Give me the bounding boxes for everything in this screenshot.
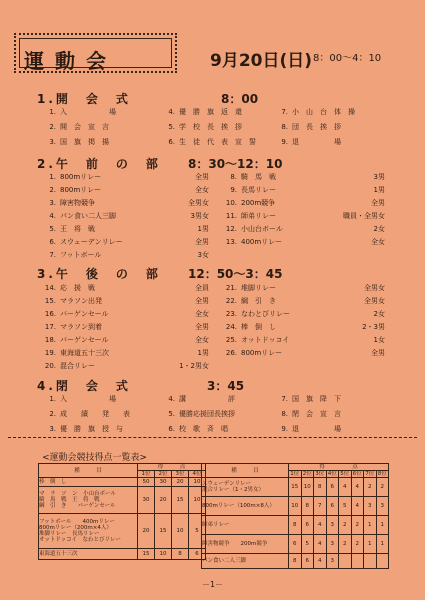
table-rank-header: 4位 bbox=[327, 471, 337, 477]
table-cell-points: 30 bbox=[155, 478, 172, 487]
table-cell-points: 4 bbox=[339, 478, 352, 497]
item-value: 全男 bbox=[371, 199, 385, 207]
list-item bbox=[44, 349, 209, 358]
table-cell-points: 2 bbox=[339, 516, 352, 535]
item-label: バーゲンセール bbox=[60, 336, 109, 344]
item-number: 13. bbox=[225, 238, 237, 246]
item-number: 24. bbox=[225, 323, 237, 331]
item-value: 全女 bbox=[195, 336, 209, 344]
item-number: 7. bbox=[281, 395, 288, 403]
item-label: 優 勝 旗 授 与 bbox=[60, 425, 123, 433]
item-value: 全男女 bbox=[364, 284, 385, 292]
section-opening-time: 8：00 bbox=[221, 92, 259, 106]
list-item bbox=[44, 425, 154, 434]
item-number: 2. bbox=[49, 410, 56, 418]
event-date: 9月20日(日) bbox=[210, 51, 313, 71]
item-number: 9. bbox=[230, 186, 237, 194]
table-cell-points: 4 bbox=[351, 478, 364, 497]
table-rank-header: 2位 bbox=[302, 471, 312, 477]
table-cell-points: 10 bbox=[172, 514, 189, 549]
table-row bbox=[202, 516, 389, 535]
item-value: 1男 bbox=[197, 349, 209, 357]
item-label: 800mリレー bbox=[60, 173, 102, 181]
item-number: 19. bbox=[44, 349, 56, 357]
table-cell-points bbox=[351, 554, 364, 569]
list-item bbox=[225, 186, 385, 195]
list-item bbox=[44, 395, 154, 404]
list-item bbox=[225, 284, 385, 293]
table-cell-points: 1 bbox=[376, 535, 389, 554]
item-label: 国 旗 降 下 bbox=[292, 395, 341, 403]
list-item bbox=[276, 138, 386, 147]
table-rank-header: 1位 bbox=[290, 471, 300, 477]
item-label: 退 場 bbox=[292, 138, 341, 146]
list-item bbox=[276, 395, 386, 404]
item-label: 団 長 挨 拶 bbox=[292, 123, 341, 131]
table-cell-points: 4 bbox=[314, 535, 327, 554]
table-cell-points: 2 bbox=[351, 516, 364, 535]
table-rank-header: 2位 bbox=[155, 471, 172, 478]
table-cell-points: 20 bbox=[155, 487, 172, 514]
item-label: 優 勝 旗 返 還 bbox=[179, 108, 242, 116]
item-value: 全男 bbox=[371, 349, 385, 357]
section-closing-heading: 4.閉 会 式 bbox=[37, 379, 131, 393]
table-cell-points: 10 bbox=[289, 497, 302, 516]
list-item bbox=[225, 238, 385, 247]
item-value: 全男 bbox=[195, 297, 209, 305]
list-item bbox=[44, 251, 209, 260]
item-value: 全員 bbox=[195, 284, 209, 292]
table-header-points: 得 点 bbox=[138, 464, 206, 471]
item-value: 1男 bbox=[197, 225, 209, 233]
table-cell-points: 10 bbox=[189, 478, 206, 487]
list-item bbox=[44, 138, 154, 147]
item-value: 2女 bbox=[373, 225, 385, 233]
list-item bbox=[163, 410, 273, 419]
table-row bbox=[202, 554, 389, 569]
item-value: 2女 bbox=[373, 310, 385, 318]
item-value: 全男女 bbox=[364, 297, 385, 305]
table-rank-header: 4位 bbox=[189, 471, 206, 478]
table-cell-points: 2 bbox=[364, 478, 377, 497]
item-label: 開 会 宣 言 bbox=[60, 123, 109, 131]
section-morning-time: 8：30～12：10 bbox=[188, 157, 283, 171]
table-cell-points: 3 bbox=[376, 497, 389, 516]
table-cell-points: 3 bbox=[326, 554, 339, 569]
table-cell-points: 5 bbox=[339, 497, 352, 516]
table-cell-points: 5 bbox=[301, 535, 314, 554]
item-number: 1. bbox=[49, 173, 56, 181]
table-row bbox=[39, 514, 206, 549]
table-cell-event: パン食い二人三脚 bbox=[202, 554, 289, 569]
table-cell-points: 8 bbox=[289, 516, 302, 535]
item-number: 8. bbox=[281, 123, 288, 131]
item-number: 14. bbox=[44, 284, 56, 292]
list-item bbox=[225, 173, 385, 182]
list-item bbox=[225, 225, 385, 234]
table-cell-event: マ ラ ソ ン 小山台ボール 騎 馬 戦 王 将 戦 綱 引 き バーゲンセール bbox=[39, 487, 138, 514]
table-cell-points: 2 bbox=[339, 535, 352, 554]
section-afternoon-time: 12：50～3：45 bbox=[188, 267, 283, 281]
table-cell-event: 障害物競争 200m競争 bbox=[202, 535, 289, 554]
list-item bbox=[44, 336, 209, 345]
item-number: 4. bbox=[168, 108, 175, 116]
item-label: オットドッコイ bbox=[241, 336, 290, 344]
table-cell-points: 1 bbox=[376, 516, 389, 535]
item-label: 400mリレー bbox=[241, 238, 283, 246]
list-item bbox=[44, 284, 209, 293]
item-label: スウェーデンリレー bbox=[60, 238, 123, 246]
list-item bbox=[225, 212, 385, 221]
table-cell-event: 棒 倒 し bbox=[39, 478, 138, 487]
list-item bbox=[44, 323, 209, 332]
table-cell-points: 7 bbox=[314, 497, 327, 516]
table-cell-event: フットボール 400mリレー 800mリレー（200m×4人） 堆脚リレー 長馬リレー オットドッコイ なわとびリレー bbox=[39, 514, 138, 549]
item-number: 11. bbox=[225, 212, 237, 220]
item-label: なわとびリレー bbox=[241, 310, 290, 318]
item-number: 1. bbox=[49, 108, 56, 116]
item-label: 東海道五十三次 bbox=[60, 349, 109, 357]
points-table-title: <運動会競技得点一覧表> bbox=[42, 453, 148, 463]
table-cell-event: 東海道五十三次 bbox=[39, 549, 138, 560]
item-number: 22. bbox=[225, 297, 237, 305]
list-item bbox=[225, 310, 385, 319]
item-number: 4. bbox=[168, 395, 175, 403]
item-number: 6. bbox=[168, 138, 175, 146]
table-cell-event: 師弟リレー bbox=[202, 516, 289, 535]
table-cell-points: 1 bbox=[364, 516, 377, 535]
table-cell-points bbox=[376, 554, 389, 569]
table-cell-points: 15 bbox=[289, 478, 302, 497]
table-cell-points: 50 bbox=[138, 478, 155, 487]
item-number: 6. bbox=[49, 238, 56, 246]
list-item bbox=[163, 395, 273, 404]
section-afternoon-heading: 3.午 後 の 部 bbox=[37, 267, 161, 281]
item-value: 全男 bbox=[195, 173, 209, 181]
table-rank-header: 5位 bbox=[340, 471, 350, 477]
item-label: 小 山 台 体 操 bbox=[292, 108, 355, 116]
points-table-left bbox=[38, 463, 206, 560]
item-value: 1男 bbox=[373, 186, 385, 194]
item-number: 7. bbox=[49, 251, 56, 259]
item-label: 200m競争 bbox=[241, 199, 276, 207]
points-table-right bbox=[201, 463, 389, 569]
item-value: 全男女 bbox=[188, 199, 209, 207]
table-rank-header: 3位 bbox=[172, 471, 189, 478]
item-number: 3. bbox=[49, 138, 56, 146]
item-label: パン食い二人三脚 bbox=[60, 212, 116, 220]
item-label: 800mリレー bbox=[241, 349, 283, 357]
table-cell-points: 6 bbox=[189, 549, 206, 560]
table-cell-points: 6 bbox=[301, 516, 314, 535]
table-cell-points: 3 bbox=[364, 497, 377, 516]
item-label: マラソン出発 bbox=[60, 297, 102, 305]
page-number: －1－ bbox=[201, 580, 224, 589]
item-number: 8. bbox=[281, 410, 288, 418]
item-number: 6. bbox=[168, 425, 175, 433]
table-row bbox=[39, 549, 206, 560]
item-value: 3女 bbox=[197, 251, 209, 259]
list-item bbox=[163, 138, 273, 147]
item-value: 1・2男女 bbox=[179, 362, 209, 370]
table-cell-points bbox=[339, 554, 352, 569]
list-item bbox=[44, 212, 209, 221]
item-number: 26. bbox=[225, 349, 237, 357]
item-value: 3男女 bbox=[190, 212, 209, 220]
item-label: 長馬リレー bbox=[241, 186, 276, 194]
list-item bbox=[44, 186, 209, 195]
table-cell-points: 8 bbox=[172, 549, 189, 560]
table-cell-points: 10 bbox=[189, 487, 206, 514]
item-number: 5. bbox=[168, 123, 175, 131]
item-label: 騎 馬 戦 bbox=[241, 173, 276, 181]
item-label: 小山台ボール bbox=[241, 225, 283, 233]
table-rank-header: 3位 bbox=[315, 471, 325, 477]
table-cell-event: 800mリレー（100m×8人） bbox=[202, 497, 289, 516]
item-number: 3. bbox=[49, 199, 56, 207]
table-cell-points: 15 bbox=[172, 487, 189, 514]
item-value: 全男 bbox=[195, 238, 209, 246]
table-rank-header: 8位 bbox=[377, 471, 387, 477]
item-label: 成 績 発 表 bbox=[60, 410, 130, 418]
list-item bbox=[44, 108, 154, 117]
item-number: 1. bbox=[49, 395, 56, 403]
divider bbox=[8, 437, 417, 438]
item-value: 全男 bbox=[195, 323, 209, 331]
item-number: 23. bbox=[225, 310, 237, 318]
table-row bbox=[39, 478, 206, 487]
item-value: 1女 bbox=[373, 336, 385, 344]
item-label: 800mリレー bbox=[60, 186, 102, 194]
table-cell-points: 20 bbox=[138, 514, 155, 549]
item-number: 9. bbox=[281, 425, 288, 433]
list-item bbox=[163, 108, 273, 117]
table-row bbox=[39, 487, 206, 514]
section-closing-time: 3：45 bbox=[207, 379, 245, 393]
list-item bbox=[44, 173, 209, 182]
item-number: 10. bbox=[225, 199, 237, 207]
list-item bbox=[163, 123, 273, 132]
item-label: 入 場 bbox=[60, 108, 116, 116]
table-rank-header: 1位 bbox=[138, 471, 155, 478]
item-label: 校 歌 斉 唱 bbox=[179, 425, 228, 433]
item-number: 2. bbox=[49, 123, 56, 131]
item-label: 混合リレー bbox=[60, 362, 95, 370]
table-rank-header: 6位 bbox=[352, 471, 362, 477]
section-morning-heading: 2.午 前 の 部 bbox=[37, 157, 161, 171]
table-cell-points: 5 bbox=[189, 514, 206, 549]
item-label: 障害物競争 bbox=[60, 199, 95, 207]
item-label: 王 将 戦 bbox=[60, 225, 95, 233]
item-value: 2・3男 bbox=[362, 323, 385, 331]
item-label: 学 校 長 挨 拶 bbox=[179, 123, 242, 131]
table-cell-points: 2 bbox=[351, 535, 364, 554]
table-cell-points: 8 bbox=[289, 554, 302, 569]
item-label: 堆脚リレー bbox=[241, 284, 276, 292]
item-number: 2. bbox=[49, 186, 56, 194]
table-cell-event: スウェーデンリレー 混合リレー（1・2男女） bbox=[202, 478, 289, 497]
item-number: 16. bbox=[44, 310, 56, 318]
item-label: 講 評 bbox=[179, 395, 235, 403]
item-label: 生 徒 代 表 宣 誓 bbox=[179, 138, 256, 146]
item-number: 18. bbox=[44, 336, 56, 344]
table-cell-points: 10 bbox=[301, 478, 314, 497]
list-item bbox=[163, 425, 273, 434]
table-cell-points: 6 bbox=[326, 478, 339, 497]
item-number: 17. bbox=[44, 323, 56, 331]
item-label: 国 旗 掲 揚 bbox=[60, 138, 109, 146]
item-label: 棒 倒 し bbox=[241, 323, 276, 331]
item-number: 4. bbox=[49, 212, 56, 220]
table-header-event: 種 目 bbox=[39, 464, 138, 478]
table-cell-points: 15 bbox=[138, 549, 155, 560]
table-cell-points: 6 bbox=[301, 554, 314, 569]
table-cell-points: 4 bbox=[314, 554, 327, 569]
table-row bbox=[202, 535, 389, 554]
table-cell-points: 6 bbox=[326, 497, 339, 516]
item-label: 優勝応援団長挨拶 bbox=[179, 410, 235, 418]
list-item bbox=[44, 199, 209, 208]
table-cell-points: 15 bbox=[155, 514, 172, 549]
table-cell-points: 20 bbox=[172, 478, 189, 487]
item-value: 全女 bbox=[195, 186, 209, 194]
table-cell-points: 3 bbox=[326, 535, 339, 554]
item-number: 12. bbox=[225, 225, 237, 233]
item-label: 綱 引 き bbox=[241, 297, 276, 305]
list-item bbox=[276, 425, 386, 434]
table-cell-points: 3 bbox=[326, 516, 339, 535]
table-cell-points: 8 bbox=[301, 497, 314, 516]
item-value: 職員・全男女 bbox=[343, 212, 385, 220]
item-number: 15. bbox=[44, 297, 56, 305]
event-time: 8：00～4：10 bbox=[313, 53, 382, 64]
table-cell-points: 4 bbox=[351, 497, 364, 516]
item-number: 20. bbox=[44, 362, 56, 370]
item-label: 退 場 bbox=[292, 425, 341, 433]
table-cell-points: 2 bbox=[376, 478, 389, 497]
item-label: 閉 会 宣 言 bbox=[292, 410, 341, 418]
table-row bbox=[202, 478, 389, 497]
item-number: 3. bbox=[49, 425, 56, 433]
table-row bbox=[202, 497, 389, 516]
item-number: 8. bbox=[230, 173, 237, 181]
table-cell-points: 8 bbox=[314, 478, 327, 497]
item-label: 師弟リレー bbox=[241, 212, 276, 220]
item-label: バーゲンセール bbox=[60, 310, 109, 318]
table-rank-header: 7位 bbox=[365, 471, 375, 477]
section-opening-heading: 1.開 会 式 bbox=[37, 92, 131, 106]
item-value: 全女 bbox=[371, 238, 385, 246]
list-item bbox=[276, 410, 386, 419]
item-value: 全女 bbox=[195, 310, 209, 318]
list-item bbox=[276, 108, 386, 117]
item-label: マラソン到着 bbox=[60, 323, 102, 331]
item-number: 9. bbox=[281, 138, 288, 146]
list-item bbox=[44, 123, 154, 132]
item-number: 5. bbox=[49, 225, 56, 233]
item-number: 5. bbox=[168, 410, 175, 418]
list-item bbox=[44, 225, 209, 234]
item-number: 21. bbox=[225, 284, 237, 292]
table-cell-points bbox=[364, 554, 377, 569]
item-label: 応 援 戦 bbox=[60, 284, 95, 292]
table-cell-points: 10 bbox=[155, 549, 172, 560]
list-item bbox=[44, 362, 209, 371]
table-header-points: 得 点 bbox=[289, 464, 389, 471]
list-item bbox=[44, 297, 209, 306]
list-item bbox=[225, 336, 385, 345]
item-number: 25. bbox=[225, 336, 237, 344]
list-item bbox=[44, 410, 154, 419]
list-item bbox=[276, 123, 386, 132]
table-cell-points: 1 bbox=[364, 535, 377, 554]
table-cell-points: 4 bbox=[314, 516, 327, 535]
item-label: 入 場 bbox=[60, 395, 116, 403]
list-item bbox=[225, 297, 385, 306]
list-item bbox=[225, 349, 385, 358]
page-title: 運動会 bbox=[24, 49, 117, 73]
item-number: 7. bbox=[281, 108, 288, 116]
item-label: フットボール bbox=[60, 251, 102, 259]
table-cell-points: 30 bbox=[138, 487, 155, 514]
list-item bbox=[225, 199, 385, 208]
item-value: 3男 bbox=[373, 173, 385, 181]
table-header-event: 種 目 bbox=[202, 464, 289, 478]
list-item bbox=[225, 323, 385, 332]
list-item bbox=[44, 310, 209, 319]
list-item bbox=[44, 238, 209, 247]
table-cell-points: 6 bbox=[289, 535, 302, 554]
